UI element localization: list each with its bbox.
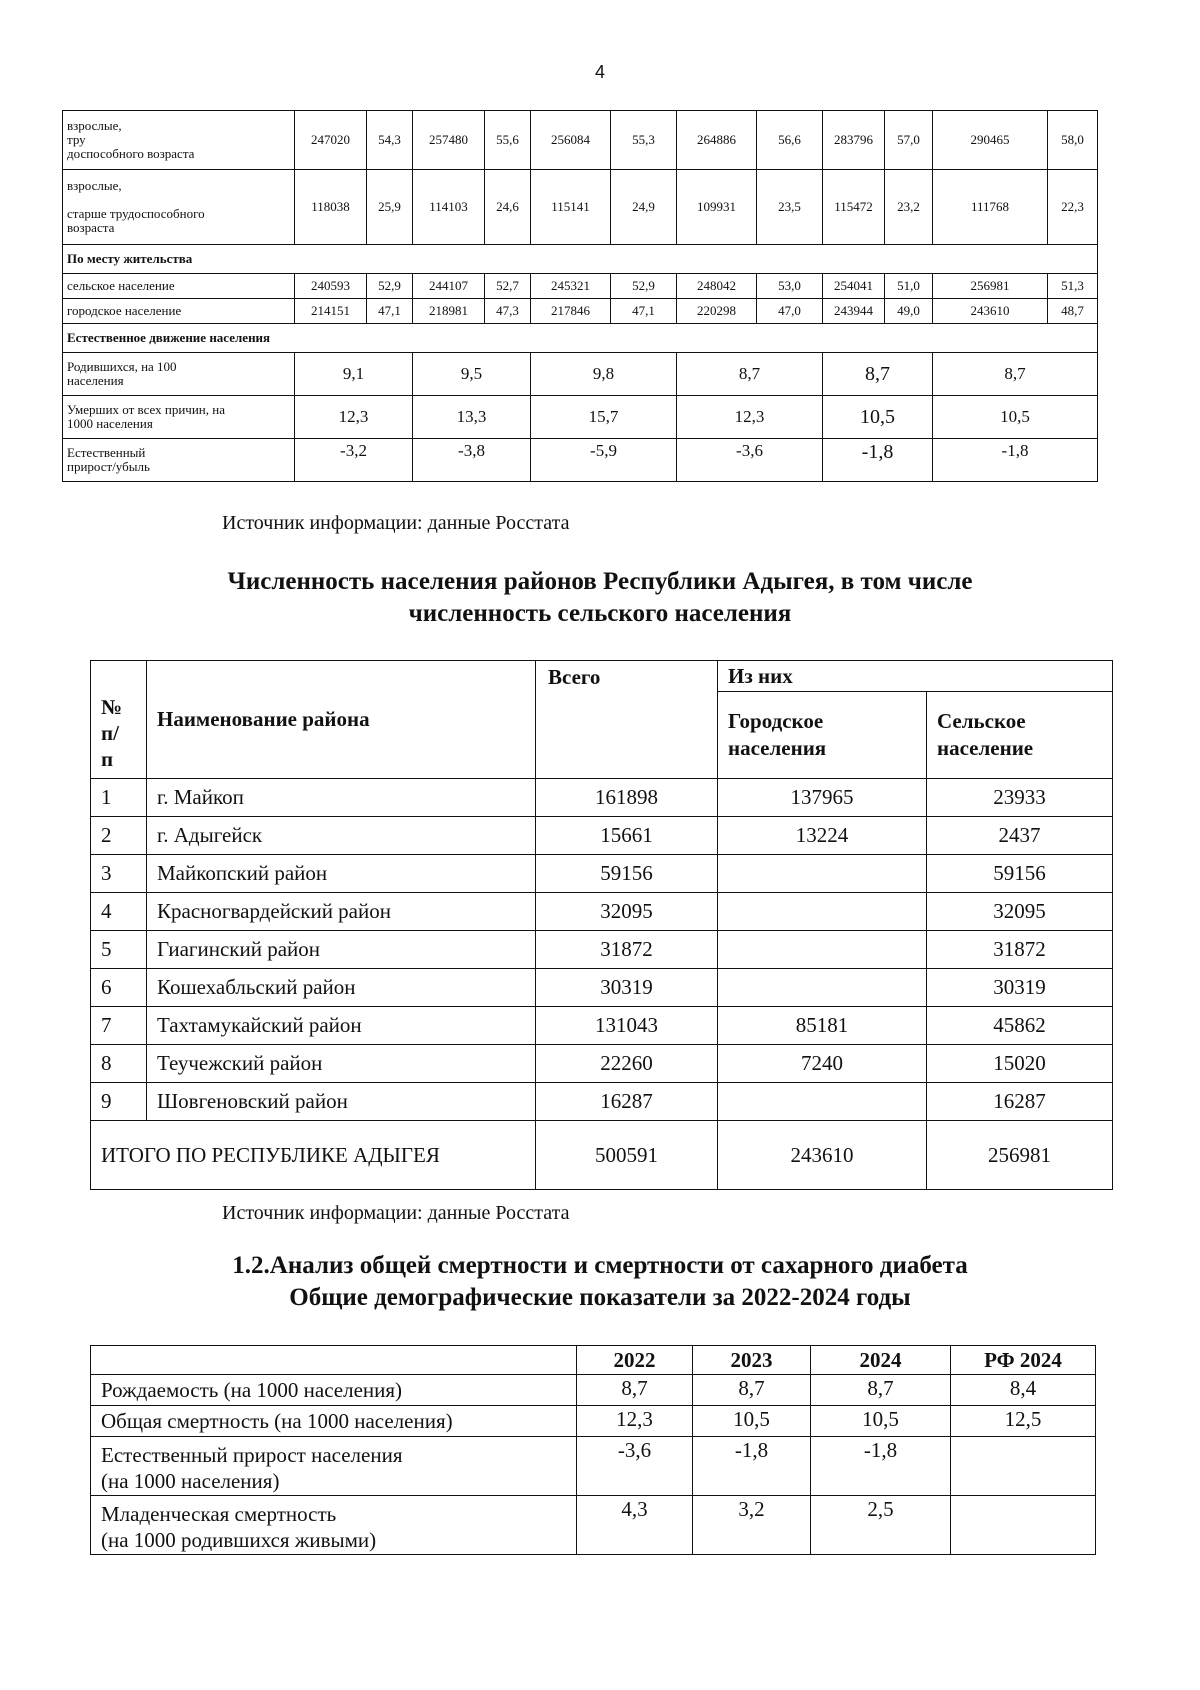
- rate-cell: -1,8: [823, 439, 933, 482]
- indicator-label: Естественный прирост населения (на 1000 населения): [91, 1437, 577, 1496]
- value-cell: 54,3: [367, 111, 413, 170]
- row-label: Умерших от всех причин, на 1000 населения: [63, 396, 295, 439]
- heading-line: численность сельского населения: [408, 600, 792, 627]
- rate-cell: 10,5: [933, 396, 1098, 439]
- table-row: [63, 274, 1098, 299]
- indicator-value: [951, 1437, 1096, 1496]
- value-cell: 264886: [677, 111, 757, 170]
- district-total: 15661: [536, 817, 718, 855]
- rate-cell: 13,3: [413, 396, 531, 439]
- table-row: [63, 439, 1098, 482]
- row-number: 2: [91, 817, 147, 855]
- page-number: 4: [594, 62, 605, 82]
- value-cell: 23,5: [757, 170, 823, 245]
- row-label: взрослые, старше трудоспособного возраста: [63, 170, 295, 245]
- row-number: 5: [91, 931, 147, 969]
- indicator-label: Рождаемость (на 1000 населения): [91, 1375, 577, 1406]
- value-cell: 25,9: [367, 170, 413, 245]
- district-rural: 31872: [927, 931, 1113, 969]
- value-cell: 240593: [295, 274, 367, 299]
- rate-cell: 12,3: [295, 396, 413, 439]
- section-row: [63, 245, 1098, 274]
- table-row: [91, 1007, 1113, 1045]
- value-cell: 49,0: [885, 299, 933, 324]
- indicator-header-empty: [91, 1346, 577, 1375]
- col-number-header: № п/ п: [91, 661, 147, 779]
- district-name: г. Адыгейск: [147, 817, 536, 855]
- table-row: [91, 1083, 1113, 1121]
- value-cell: 111768: [933, 170, 1048, 245]
- rate-cell: 9,1: [295, 353, 413, 396]
- row-number: 9: [91, 1083, 147, 1121]
- district-rural: 15020: [927, 1045, 1113, 1083]
- district-name: Майкопский район: [147, 855, 536, 893]
- value-cell: 256981: [933, 274, 1048, 299]
- district-name: Теучежский район: [147, 1045, 536, 1083]
- indicator-value: 8,7: [693, 1375, 811, 1406]
- total-row-label: ИТОГО ПО РЕСПУБЛИКЕ АДЫГЕЯ: [91, 1121, 536, 1190]
- value-cell: 114103: [413, 170, 485, 245]
- table-row: [63, 111, 1098, 170]
- district-urban: 137965: [718, 779, 927, 817]
- value-cell: 115472: [823, 170, 885, 245]
- heading-line: Численность населения районов Республики Адыгея, в том числе: [227, 568, 973, 595]
- district-rural: 16287: [927, 1083, 1113, 1121]
- value-cell: 52,9: [611, 274, 677, 299]
- row-label: Естественный прирост/убыль: [63, 439, 295, 482]
- value-cell: 254041: [823, 274, 885, 299]
- table-row: [91, 779, 1113, 817]
- table-row: [91, 893, 1113, 931]
- rate-cell: -3,2: [295, 439, 413, 482]
- col-rural-header: Сельское население: [927, 692, 1113, 779]
- district-urban: [718, 893, 927, 931]
- value-cell: 58,0: [1048, 111, 1098, 170]
- year-header: 2023: [693, 1346, 811, 1375]
- value-cell: 283796: [823, 111, 885, 170]
- value-cell: 51,3: [1048, 274, 1098, 299]
- value-cell: 247020: [295, 111, 367, 170]
- demographic-continuation-table: [62, 110, 1098, 482]
- demographic-indicators-table: [90, 1345, 1096, 1555]
- value-cell: 53,0: [757, 274, 823, 299]
- district-urban: [718, 1083, 927, 1121]
- district-name: Тахтамукайский район: [147, 1007, 536, 1045]
- table-row: [91, 969, 1113, 1007]
- heading-line: 1.2.Анализ общей смертности и смертности от сахарного диабета: [232, 1252, 968, 1279]
- district-population-table: [90, 660, 1113, 1190]
- row-number: 8: [91, 1045, 147, 1083]
- district-urban: [718, 931, 927, 969]
- value-cell: 48,7: [1048, 299, 1098, 324]
- section-row: [63, 324, 1098, 353]
- row-label: сельское население: [63, 274, 295, 299]
- value-cell: 22,3: [1048, 170, 1098, 245]
- value-cell: 52,9: [367, 274, 413, 299]
- table-row: [63, 170, 1098, 245]
- table-row: [91, 1045, 1113, 1083]
- row-number: 6: [91, 969, 147, 1007]
- indicator-value: 10,5: [811, 1406, 951, 1437]
- indicator-value: 2,5: [811, 1496, 951, 1555]
- district-urban: [718, 969, 927, 1007]
- table-row: [63, 396, 1098, 439]
- district-rural: 32095: [927, 893, 1113, 931]
- value-cell: 57,0: [885, 111, 933, 170]
- row-label: городское население: [63, 299, 295, 324]
- district-name: Шовгеновский район: [147, 1083, 536, 1121]
- district-urban: 7240: [718, 1045, 927, 1083]
- row-label: взрослые, тру доспособного возраста: [63, 111, 295, 170]
- col-urban-header: Городское населения: [718, 692, 927, 779]
- value-cell: 47,1: [367, 299, 413, 324]
- table-row: [91, 817, 1113, 855]
- indicator-value: 8,7: [577, 1375, 693, 1406]
- district-rural: 30319: [927, 969, 1113, 1007]
- value-cell: 256084: [531, 111, 611, 170]
- table-row: [91, 1375, 1096, 1406]
- rate-cell: 9,5: [413, 353, 531, 396]
- col-total-header: Всего: [536, 661, 718, 779]
- rate-cell: -1,8: [933, 439, 1098, 482]
- row-number: 4: [91, 893, 147, 931]
- district-urban: [718, 855, 927, 893]
- value-cell: 248042: [677, 274, 757, 299]
- row-number: 7: [91, 1007, 147, 1045]
- table-row: [63, 299, 1098, 324]
- rate-cell: 15,7: [531, 396, 677, 439]
- value-cell: 214151: [295, 299, 367, 324]
- table-row: [91, 1406, 1096, 1437]
- row-number: 1: [91, 779, 147, 817]
- row-number: 3: [91, 855, 147, 893]
- rate-cell: -3,6: [677, 439, 823, 482]
- value-cell: 24,6: [485, 170, 531, 245]
- value-cell: 220298: [677, 299, 757, 324]
- indicator-value: 8,4: [951, 1375, 1096, 1406]
- indicator-value: [951, 1496, 1096, 1555]
- rate-cell: 8,7: [677, 353, 823, 396]
- value-cell: 290465: [933, 111, 1048, 170]
- district-total: 59156: [536, 855, 718, 893]
- value-cell: 243944: [823, 299, 885, 324]
- total-row-urban: 243610: [718, 1121, 927, 1190]
- district-name: г. Майкоп: [147, 779, 536, 817]
- district-rural: 59156: [927, 855, 1113, 893]
- district-urban: 85181: [718, 1007, 927, 1045]
- total-row-total: 500591: [536, 1121, 718, 1190]
- value-cell: 245321: [531, 274, 611, 299]
- heading-line: Общие демографические показатели за 2022-2024 годы: [289, 1284, 911, 1311]
- indicator-value: -3,6: [577, 1437, 693, 1496]
- year-header: 2022: [577, 1346, 693, 1375]
- value-cell: 52,7: [485, 274, 531, 299]
- source-note: Источник информации: данные Росстата: [222, 1202, 570, 1224]
- rate-cell: 8,7: [823, 353, 933, 396]
- row-label: Родившихся, на 100 населения: [63, 353, 295, 396]
- district-total: 161898: [536, 779, 718, 817]
- indicator-value: 12,5: [951, 1406, 1096, 1437]
- district-name: Гиагинский район: [147, 931, 536, 969]
- col-name-header: Наименование района: [147, 661, 536, 779]
- district-rural: 45862: [927, 1007, 1113, 1045]
- rate-cell: 10,5: [823, 396, 933, 439]
- col-of-them-header: Из них: [718, 661, 1113, 692]
- year-header: 2024: [811, 1346, 951, 1375]
- district-urban: 13224: [718, 817, 927, 855]
- rate-cell: 8,7: [933, 353, 1098, 396]
- value-cell: 243610: [933, 299, 1048, 324]
- section-header-residence: По месту жительства: [63, 245, 1098, 274]
- rate-cell: -5,9: [531, 439, 677, 482]
- value-cell: 24,9: [611, 170, 677, 245]
- table-row: [91, 1437, 1096, 1496]
- value-cell: 23,2: [885, 170, 933, 245]
- indicator-label: Общая смертность (на 1000 населения): [91, 1406, 577, 1437]
- value-cell: 218981: [413, 299, 485, 324]
- district-rural: 2437: [927, 817, 1113, 855]
- rate-cell: 9,8: [531, 353, 677, 396]
- value-cell: 118038: [295, 170, 367, 245]
- rate-cell: 12,3: [677, 396, 823, 439]
- value-cell: 47,0: [757, 299, 823, 324]
- section-header-natural: Естественное движение населения: [63, 324, 1098, 353]
- indicator-value: 10,5: [693, 1406, 811, 1437]
- value-cell: 109931: [677, 170, 757, 245]
- total-row-rural: 256981: [927, 1121, 1113, 1190]
- value-cell: 244107: [413, 274, 485, 299]
- indicator-label: Младенческая смертность (на 1000 родившихся живыми): [91, 1496, 577, 1555]
- indicator-value: 12,3: [577, 1406, 693, 1437]
- indicator-value: 8,7: [811, 1375, 951, 1406]
- value-cell: 217846: [531, 299, 611, 324]
- table-row: [63, 353, 1098, 396]
- value-cell: 51,0: [885, 274, 933, 299]
- value-cell: 55,6: [485, 111, 531, 170]
- table-row: [91, 931, 1113, 969]
- rate-cell: -3,8: [413, 439, 531, 482]
- district-total: 30319: [536, 969, 718, 1007]
- indicator-value: -1,8: [811, 1437, 951, 1496]
- value-cell: 56,6: [757, 111, 823, 170]
- indicator-value: -1,8: [693, 1437, 811, 1496]
- value-cell: 115141: [531, 170, 611, 245]
- district-total: 32095: [536, 893, 718, 931]
- district-total: 31872: [536, 931, 718, 969]
- district-name: Красногвардейский район: [147, 893, 536, 931]
- indicator-value: 4,3: [577, 1496, 693, 1555]
- source-note: Источник информации: данные Росстата: [222, 512, 570, 534]
- indicator-value: 3,2: [693, 1496, 811, 1555]
- table-row: [91, 855, 1113, 893]
- district-total: 131043: [536, 1007, 718, 1045]
- value-cell: 47,3: [485, 299, 531, 324]
- value-cell: 55,3: [611, 111, 677, 170]
- district-total: 22260: [536, 1045, 718, 1083]
- district-total: 16287: [536, 1083, 718, 1121]
- value-cell: 47,1: [611, 299, 677, 324]
- district-name: Кошехабльский район: [147, 969, 536, 1007]
- section-heading-mortality: [0, 1250, 1200, 1314]
- value-cell: 257480: [413, 111, 485, 170]
- section-heading-districts: [0, 566, 1200, 630]
- table-row: [91, 1496, 1096, 1555]
- year-header: РФ 2024: [951, 1346, 1096, 1375]
- district-rural: 23933: [927, 779, 1113, 817]
